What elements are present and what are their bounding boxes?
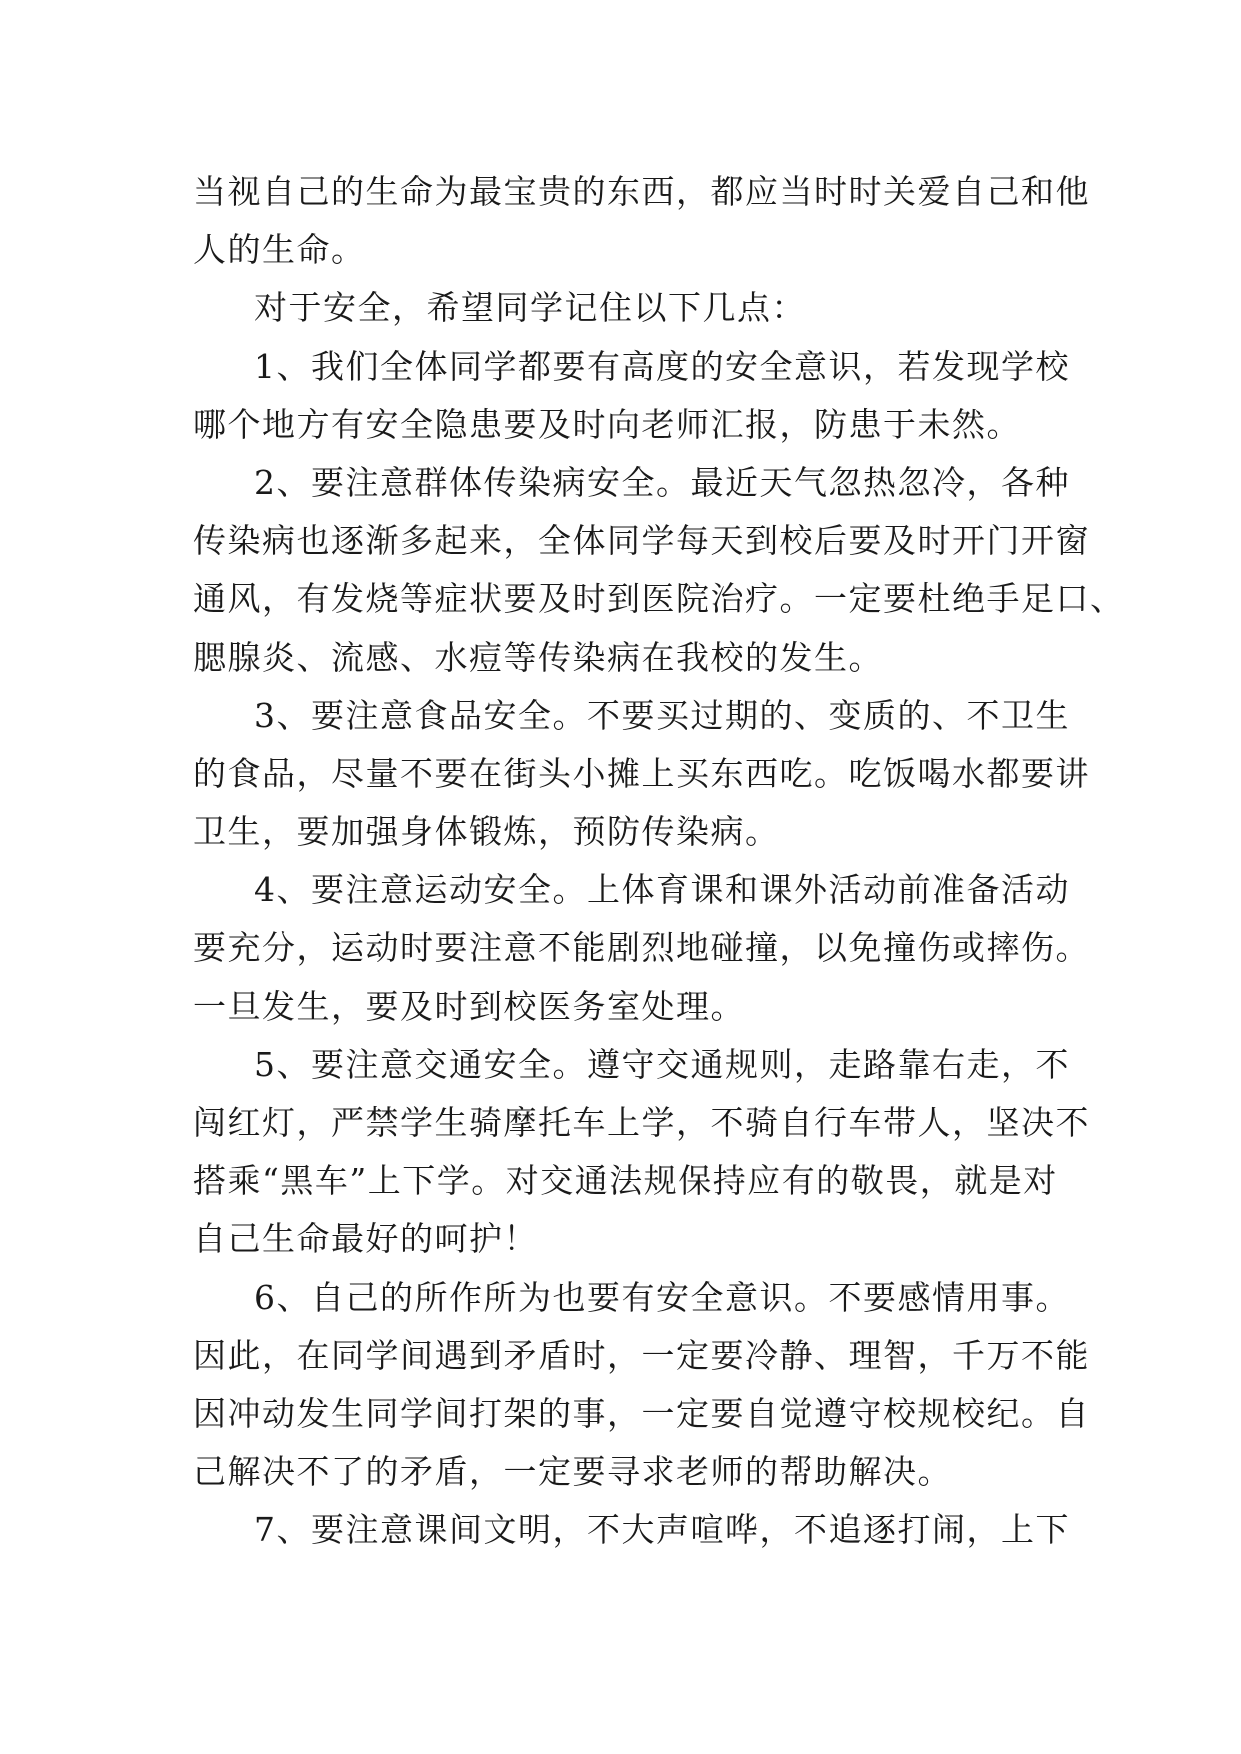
text-line: 闯红灯，严禁学生骑摩托车上学，不骑自行车带人，坚决不 — [193, 1103, 1090, 1142]
text-line: 哪个地方有安全隐患要及时向老师汇报，防患于未然。 — [193, 404, 1021, 444]
text-line: 通风，有发烧等症状要及时到医院治疗。一定要杜绝手足口、 — [193, 579, 1125, 619]
item-7-start: 7、要注意课间文明，不大声喧哗，不追逐打闹，上下 — [254, 1510, 1070, 1550]
text-line: 因冲动发生同学间打架的事，一定要自觉遵守校规校纪。自 — [193, 1393, 1090, 1433]
text-line: 要充分，运动时要注意不能剧烈地碰撞，以免撞伤或摔伤。 — [193, 928, 1090, 968]
item-4-start: 4、要注意运动安全。上体育课和课外活动前准备活动 — [254, 870, 1070, 910]
item-2-start: 2、要注意群体传染病安全。最近天气忽热忽冷，各种 — [254, 462, 1070, 502]
item-6-start: 6、自己的所作所为也要有安全意识。不要感情用事。 — [254, 1277, 1070, 1317]
text-line: 的食品，尽量不要在街头小摊上买东西吃。吃饭喝水都要讲 — [193, 753, 1090, 793]
paragraph-intro: 对于安全，希望同学记住以下几点： — [254, 288, 806, 328]
text-line: 自己生命最好的呵护！ — [193, 1219, 538, 1259]
text-line: 卫生，要加强身体锻炼，预防传染病。 — [193, 812, 780, 852]
item-1-start: 1、我们全体同学都要有高度的安全意识，若发现学校 — [254, 346, 1070, 386]
text-line: 腮腺炎、流感、水痘等传染病在我校的发生。 — [193, 637, 883, 677]
item-5-start: 5、要注意交通安全。遵守交通规则，走路靠右走，不 — [254, 1044, 1070, 1084]
text-line: 一旦发生，要及时到校医务室处理。 — [193, 986, 745, 1026]
text-line: 搭乘“黑车”上下学。对交通法规保持应有的敬畏，就是对 — [193, 1161, 1058, 1201]
text-line: 己解决不了的矛盾，一定要寻求老师的帮助解决。 — [193, 1452, 952, 1492]
item-3-start: 3、要注意食品安全。不要买过期的、变质的、不卫生 — [254, 695, 1070, 735]
text-line: 人的生命。 — [193, 230, 366, 270]
text-line: 传染病也逐渐多起来，全体同学每天到校后要及时开门开窗 — [193, 521, 1090, 561]
document-body — [193, 163, 1125, 1560]
text-line: 当视自己的生命为最宝贵的东西，都应当时时关爱自己和他 — [193, 172, 1090, 211]
text-line: 因此，在同学间遇到矛盾时，一定要冷静、理智，千万不能 — [193, 1335, 1090, 1375]
